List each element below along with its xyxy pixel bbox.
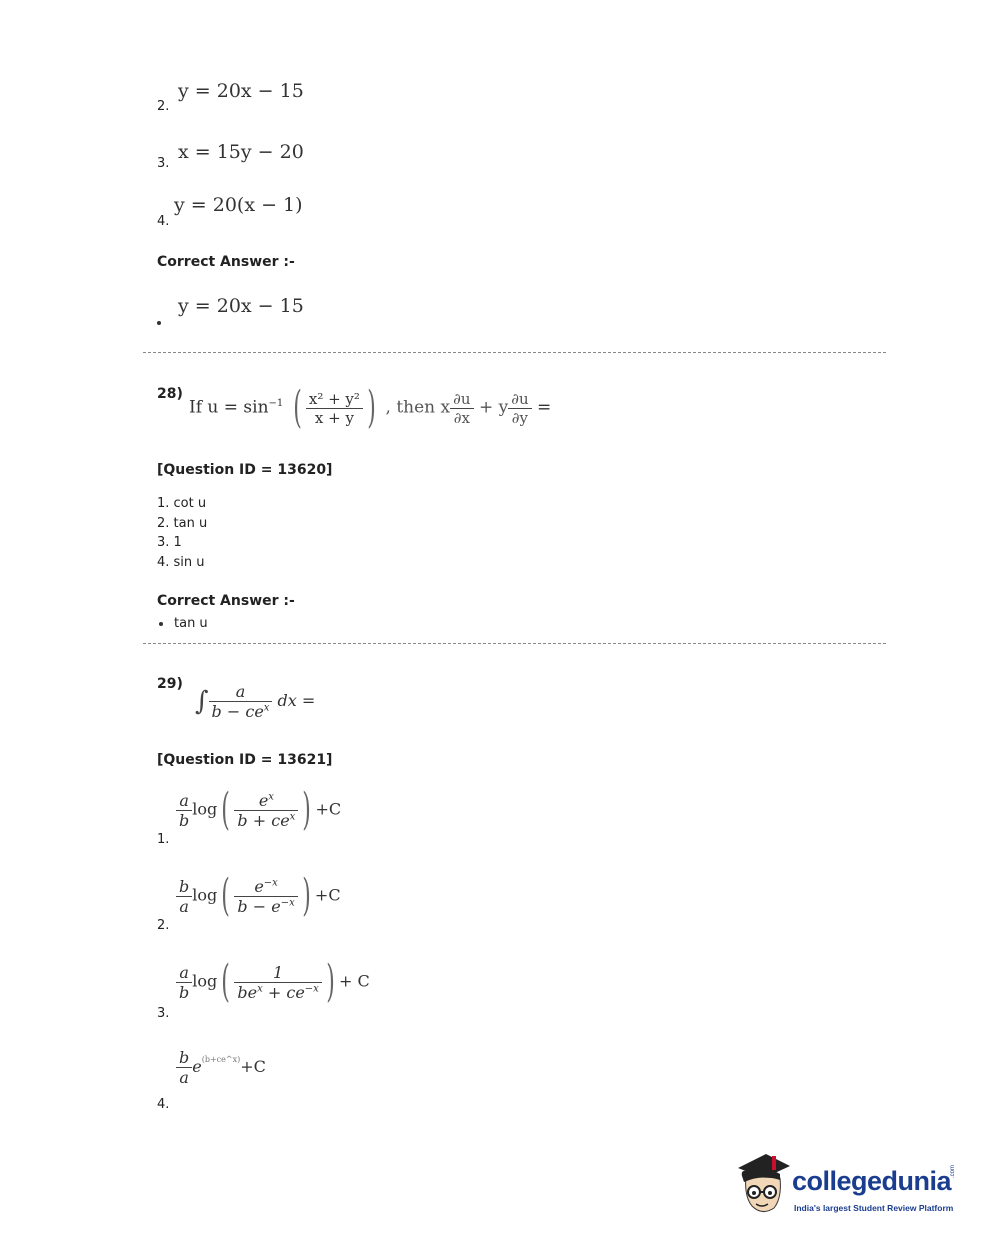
q28-correct-answer-label: Correct Answer :- — [157, 593, 295, 609]
q29-number: 29) — [157, 676, 183, 692]
q29-opt2-fn: e — [254, 876, 264, 896]
q28-lead: If u = sin — [189, 397, 269, 418]
q28-plus-y: + y — [478, 397, 509, 418]
logo-name: collegedunia — [792, 1166, 952, 1196]
q28-option-4: 4. sin u — [157, 554, 205, 570]
q29-option-2-number: 2. — [157, 918, 170, 933]
q28-option-2: 2. tan u — [157, 515, 208, 531]
q29-opt1-coef-d: b — [179, 810, 190, 830]
q28-dy: ∂y — [511, 408, 529, 427]
q29-opt4-coef-d: a — [179, 1068, 189, 1087]
q29-opt4-exp-base: e — [192, 1057, 202, 1076]
q29-opt2-coef-n: b — [176, 877, 192, 897]
q27-option-4-number: 4. — [157, 214, 170, 229]
q29-option-3-number: 3. — [157, 1006, 170, 1021]
q29-opt4-coef-n: b — [176, 1048, 192, 1068]
q28-right-paren: ) — [367, 382, 376, 433]
q29-opt1-c: +C — [315, 799, 342, 819]
q29-option-4-expr — [176, 1048, 266, 1087]
q28-options — [157, 494, 207, 572]
q28-eq: = — [537, 397, 552, 418]
q28-number: 28) — [157, 386, 183, 402]
q29-opt1-fn: e — [258, 790, 269, 810]
q29-opt3-coef-d: b — [179, 982, 190, 1002]
q27-correct-answer-expr: y = 20x − 15 — [178, 295, 304, 317]
q27-option-4-expr: y = 20(x − 1) — [174, 194, 303, 216]
q29-opt1-rparen: ) — [302, 784, 312, 835]
q29-opt2-c: +C — [314, 885, 341, 905]
q29-opt3-fd2-sup: −x — [304, 983, 319, 995]
q28-du-2: ∂u — [508, 390, 531, 409]
q29-opt3-fd: be — [237, 982, 258, 1002]
divider-1 — [143, 352, 886, 353]
collegedunia-logo — [732, 1150, 962, 1225]
q27-correct-bullet — [157, 321, 161, 325]
q28-du-1: ∂u — [450, 390, 473, 409]
q29-opt1-fn-sup: x — [268, 791, 274, 803]
q29-opt3-rparen: ) — [326, 956, 335, 1007]
q29-question — [195, 682, 315, 721]
q29-den: b − ce — [211, 702, 264, 721]
logo-tld: .com — [950, 1164, 956, 1178]
divider-2 — [143, 643, 886, 644]
q29-opt4-exp-sup: (b+ce^x) — [201, 1055, 241, 1064]
q28-correct-bullet — [159, 622, 163, 626]
q29-num: a — [209, 682, 273, 702]
q29-option-3-expr — [176, 956, 370, 1007]
q28-dx: ∂x — [453, 408, 470, 427]
q28-question-id: [Question ID = 13620] — [157, 462, 333, 478]
q29-opt2-log: log — [192, 885, 218, 905]
q29-opt3-lparen: ( — [221, 956, 231, 1007]
q29-den-sup: x — [263, 702, 270, 714]
q29-opt2-fd-sup: −x — [280, 897, 295, 909]
q29-opt4-c: +C — [240, 1057, 266, 1076]
q29-option-4-number: 4. — [157, 1097, 170, 1112]
logo-tagline: India's largest Student Review Platform — [794, 1203, 954, 1213]
q29-opt2-coef-d: a — [179, 896, 189, 916]
q29-opt1-lparen: ( — [221, 784, 231, 835]
q29-opt1-coef-n: a — [176, 791, 192, 811]
q29-question-id: [Question ID = 13621] — [157, 752, 333, 768]
q27-option-3-expr: x = 15y − 20 — [178, 141, 304, 163]
q29-opt3-coef-n: a — [176, 963, 192, 983]
q29-opt2-fd: b − e — [237, 896, 281, 916]
q29-tail: dx = — [277, 691, 316, 710]
q29-opt1-fd-sup: x — [289, 811, 296, 823]
q29-opt3-log: log — [192, 971, 218, 991]
q28-frac-den: x + y — [314, 408, 354, 427]
q28-sup: −1 — [268, 397, 284, 409]
mascot-icon — [732, 1150, 794, 1222]
q29-opt2-fn-sup: −x — [263, 877, 278, 889]
q29-opt2-lparen: ( — [221, 870, 231, 921]
q27-option-2-number: 2. — [157, 99, 170, 114]
q28-frac-num: x² + y² — [306, 390, 363, 409]
q29-opt1-log: log — [192, 799, 218, 819]
q28-then: , then x — [385, 397, 451, 418]
q29-opt1-fd: b + ce — [237, 810, 290, 830]
q29-integral: ∫ — [195, 686, 209, 717]
q29-opt3-fn: 1 — [234, 963, 321, 983]
q28-option-1: 1. cot u — [157, 496, 207, 511]
q27-correct-answer-label: Correct Answer :- — [157, 254, 295, 270]
q28-correct-answer: tan u — [174, 616, 208, 631]
q27-option-2-expr: y = 20x − 15 — [178, 80, 304, 102]
q29-option-2-expr — [176, 870, 341, 921]
q29-option-1-expr — [176, 784, 342, 835]
q29-opt3-fd-sup: x — [257, 983, 263, 995]
q28-option-3: 3. 1 — [157, 535, 182, 550]
q28-left-paren: ( — [292, 382, 302, 433]
q29-opt3-fd2: + ce — [262, 982, 305, 1002]
q27-option-3-number: 3. — [157, 156, 170, 171]
q29-opt2-rparen: ) — [302, 870, 311, 921]
q28-question — [189, 382, 552, 433]
q29-opt3-c: + C — [339, 971, 370, 991]
q29-option-1-number: 1. — [157, 832, 170, 847]
